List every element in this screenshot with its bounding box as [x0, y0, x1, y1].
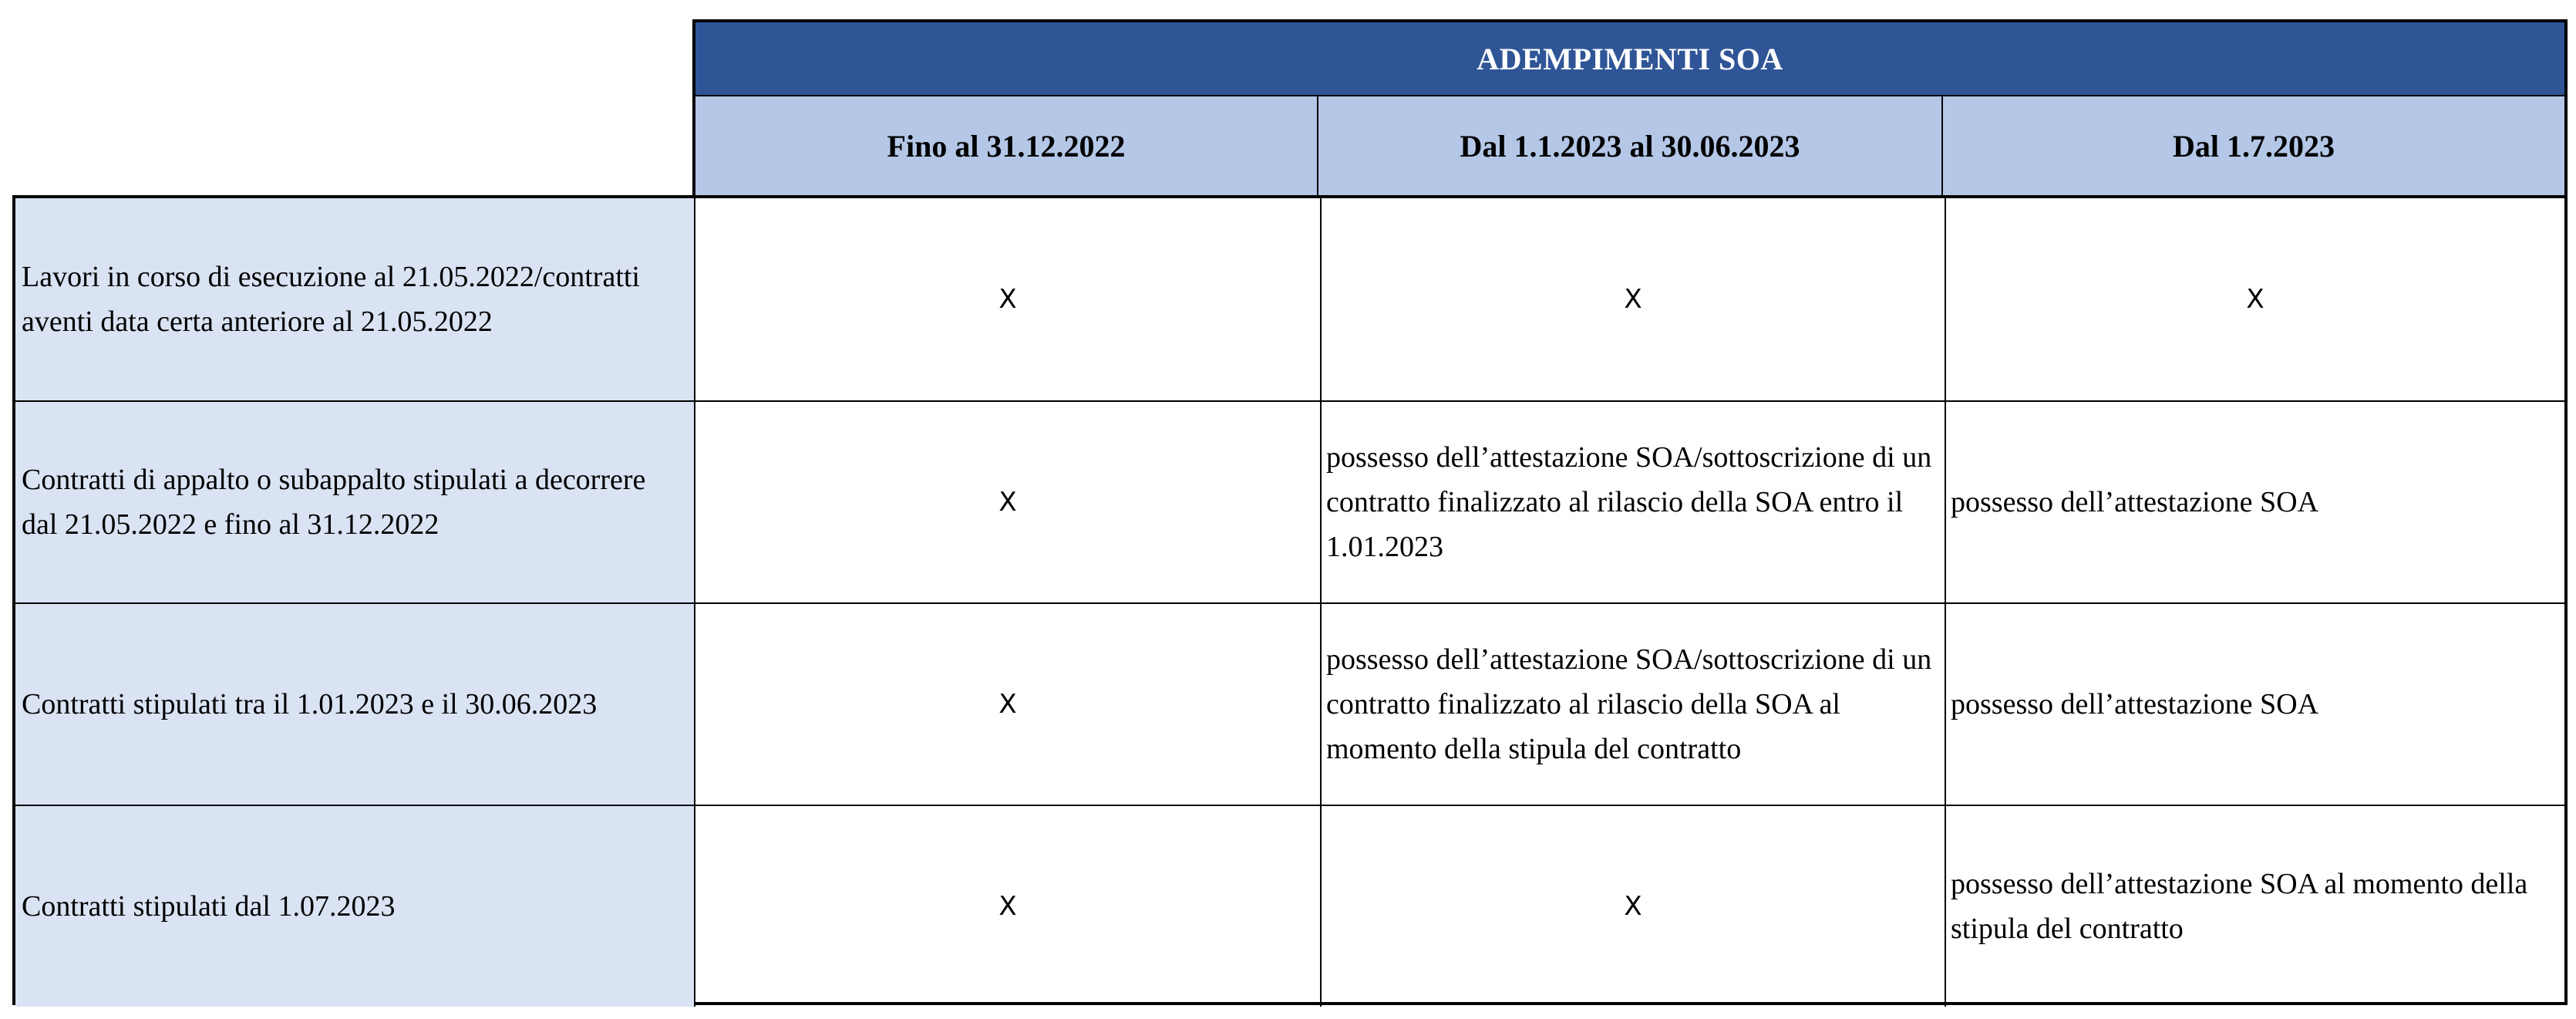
- table-title: ADEMPIMENTI SOA: [1477, 41, 1783, 76]
- table-row: [15, 602, 2564, 805]
- table-row: [15, 805, 2564, 1007]
- column-header-first-half-2023: Dal 1.1.2023 al 30.06.2023: [1318, 96, 1943, 195]
- table-row: [15, 198, 2564, 400]
- table-cell: X: [695, 198, 1322, 400]
- row-label: Lavori in corso di esecuzione al 21.05.2022/contratti aventi data certa anteriore al 21.05.2022: [15, 198, 695, 400]
- table-cell: X: [695, 806, 1322, 1007]
- table-cell: possesso dell’attestazione SOA/sottoscrizione di un contratto finalizzato al rilascio della SOA entro il 1.01.2023: [1322, 402, 1946, 602]
- row-label: Contratti stipulati dal 1.07.2023: [15, 806, 695, 1007]
- table-cell: X: [695, 604, 1322, 805]
- table-cell: X: [2246, 284, 2265, 315]
- row-label: Contratti di appalto o subappalto stipulati a decorrere dal 21.05.2022 e fino al 31.12.2022: [15, 402, 695, 602]
- table-title-bar: [692, 19, 2568, 96]
- column-header-until-2022: Fino al 31.12.2022: [692, 96, 1318, 195]
- row-label: Contratti stipulati tra il 1.01.2023 e il 30.06.2023: [15, 604, 695, 805]
- column-header-from-july-2023: Dal 1.7.2023: [1943, 96, 2568, 195]
- table-cell: possesso dell’attestazione SOA al momento della stipula del contratto: [1951, 868, 2528, 945]
- table-body: [12, 195, 2568, 1005]
- table-cell: X: [695, 402, 1322, 602]
- table-cell: possesso dell’attestazione SOA: [1951, 486, 2319, 518]
- table-cell: possesso dell’attestazione SOA: [1951, 688, 2319, 720]
- table-cell: X: [1322, 198, 1946, 400]
- table-cell: X: [1322, 806, 1946, 1007]
- table-cell: possesso dell’attestazione SOA/sottoscrizione di un contratto finalizzato al rilascio della SOA al momento della stipula del contratto: [1322, 604, 1946, 805]
- table-row: [15, 400, 2564, 602]
